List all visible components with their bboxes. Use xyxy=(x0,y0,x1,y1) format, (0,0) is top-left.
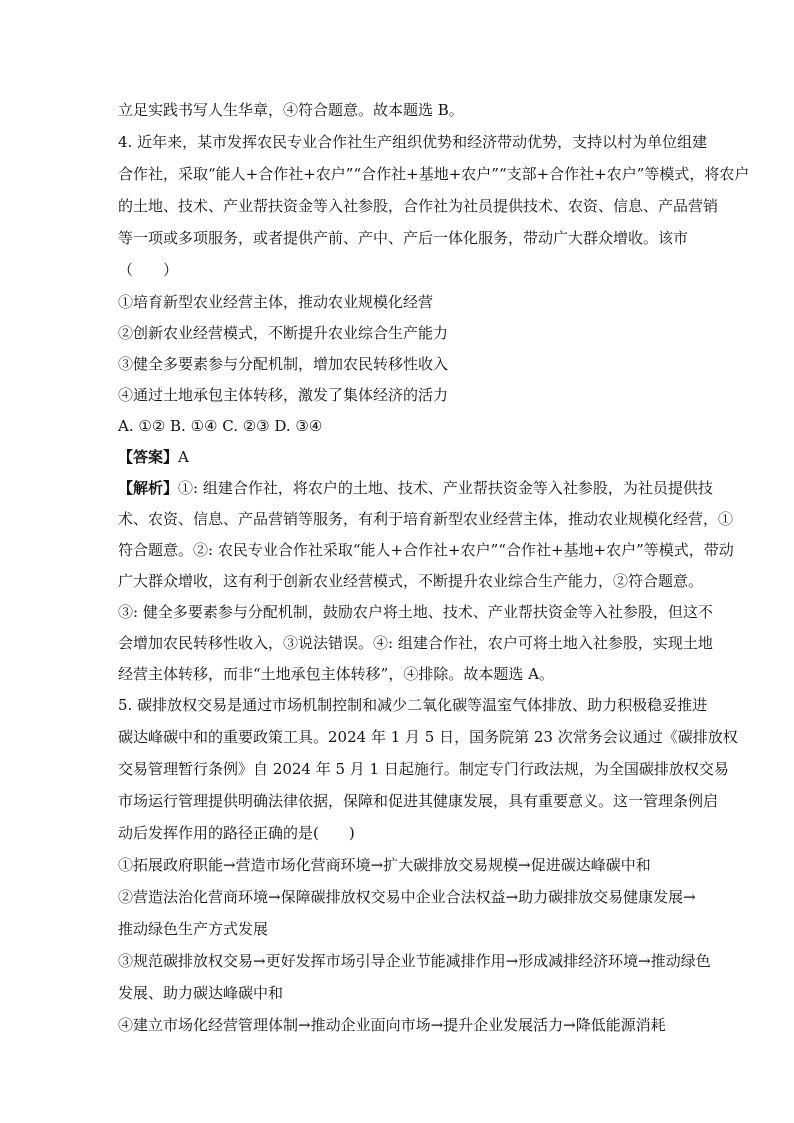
text-line: 经营主体转移，而非“土地承包主体转移”，④排除。故本题选 A。 xyxy=(118,665,554,683)
option-3-cont: 发展、助力碳达峰碳中和 xyxy=(118,984,284,1002)
text-line: 符合题意。②: 农民专业合作社采取“能人+合作社+农户”“合作社+基地+农户”等模式，带动 xyxy=(118,541,734,559)
text-line: 碳达峰碳中和的重要政策工具。2024 年 1 月 5 日，国务院第 23 次常务会议通过《碳排放权 xyxy=(118,728,738,746)
text-line: 的土地、技术、产业帮扶资金等入社参股，合作社为社员提供技术、农资、信息、产品营销 xyxy=(118,197,719,215)
option-4: ④通过土地承包主体转移，激发了集体经济的活力 xyxy=(118,386,449,404)
text-line: 合作社，采取“能人+合作社+农户”“合作社+基地+农户”“支部+合作社+农户”等模式，将农户 xyxy=(118,165,750,183)
option-4: ④建立市场化经营管理体制→推动企业面向市场→提升企业发展活力→降低能源消耗 xyxy=(118,1016,666,1034)
analysis-tag: 【解析】 xyxy=(118,479,179,497)
answer-tag: 【答案】 xyxy=(118,448,179,466)
text-line: 术、农资、信息、产品营销等服务，有利于培育新型农业经营主体，推动农业规模化经营，① xyxy=(118,510,734,528)
text-line: 市场运行管理提供明确法律依据，保障和促进其健康发展，具有重要意义。这一管理条例启 xyxy=(118,792,719,810)
option-2: ②营造法治化营商环境→保障碳排放权交易中企业合法权益→助力碳排放交易健康发展→ xyxy=(118,888,696,906)
option-2: ②创新农业经营模式，不断提升农业综合生产能力 xyxy=(118,324,449,342)
question-4-line: 4. 近年来，某市发挥农民专业合作社生产组织优势和经济带动优势，支持以村为单位组建 xyxy=(118,133,708,151)
option-3: ③规范碳排放权交易→更好发挥市场引导企业节能减排作用→形成减排经济环境→推动绿色 xyxy=(118,952,711,970)
answer-value: A xyxy=(178,448,189,466)
text-line: 动后发挥作用的路径正确的是( ) xyxy=(118,824,355,842)
text-line: 等一项或多项服务，或者提供产前、产中、产后一体化服务，带动广大群众增收。该市 xyxy=(118,229,689,247)
text-line: 广大群众增收，这有利于创新农业经营模式，不断提升农业综合生产能力，②符合题意。 xyxy=(118,572,704,590)
text-line: 交易管理暂行条例》自 2024 年 5 月 1 日起施行。制定专门行政法规，为全国碳排放权交易 xyxy=(118,760,729,778)
option-2-cont: 推动绿色生产方式发展 xyxy=(118,920,269,938)
text-line: 会增加农民转移性收入，③说法错误。④: 组建合作社，农户可将土地入社参股，实现土地 xyxy=(118,634,713,652)
question-5-line: 5. 碳排放权交易是通过市场机制控制和减少二氧化碳等温室气体排放、助力积极稳妥推进 xyxy=(118,696,708,714)
blank-parens: （ ） xyxy=(118,261,179,279)
option-1: ①拓展政府职能→营造市场化营商环境→扩大碳排放交易规模→促进碳达峰碳中和 xyxy=(118,856,651,874)
analysis-line xyxy=(118,478,713,498)
choices-line: A. ①② B. ①④ C. ②③ D. ③④ xyxy=(118,417,323,435)
text-line: 立足实践书写人生华章，④符合题意。故本题选 B。 xyxy=(118,101,464,119)
option-3: ③健全多要素参与分配机制，增加农民转移性收入 xyxy=(118,355,449,373)
text-line: ③: 健全多要素参与分配机制，鼓励农户将土地、技术、产业帮扶资金等入社参股，但这不 xyxy=(118,603,713,621)
answer-line xyxy=(118,447,189,467)
analysis-text: ①: 组建合作社，将农户的土地、技术、产业帮扶资金等入社参股，为社员提供技 xyxy=(178,479,713,497)
option-1: ①培育新型农业经营主体，推动农业规模化经营 xyxy=(118,293,434,311)
